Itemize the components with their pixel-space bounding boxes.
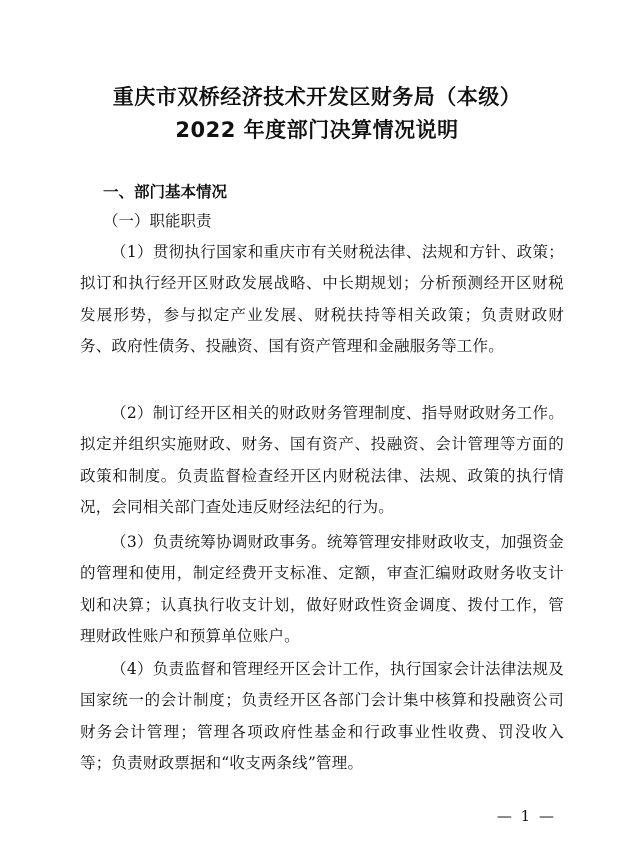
section-heading-basic-info: 一、部门基本情况: [103, 183, 228, 201]
subsection-heading-duties: （一）职能职责: [103, 212, 212, 230]
duty-paragraph-1: （1）贯彻执行国家和重庆市有关财税法律、法规和方针、政策；拟订和执行经开区财政发展战略、中长期规划；分析预测经开区财税发展形势，参与拟定产业发展、财税扶持等相关政策；负责财政财务、政府性债务、投融资、国有资产管理和金融服务等工作。: [80, 243, 564, 356]
document-title-line-2: 2022 年度部门决算情况说明: [175, 118, 459, 142]
duty-paragraph-3: （3）负责统筹协调财政事务。统筹管理安排财政收支，加强资金的管理和使用，制定经费开支标准、定额，审查汇编财政财务收支计划和决算；认真执行收支计划，做好财政性资金调度、拨付工作，管理财政性账户和预算单位账户。: [80, 533, 564, 646]
page-number: — 1 —: [496, 807, 556, 825]
duty-paragraph-4: （4）负责监督和管理经开区会计工作，执行国家会计法律法规及国家统一的会计制度；负责经开区各部门会计集中核算和投融资公司财务会计管理；管理各项政府性基金和行政事业性收费、罚没收入等；负责财政票据和“收支两条线”管理。: [80, 660, 564, 773]
duty-paragraph-2: （2）制订经开区相关的财政财务管理制度、指导财政财务工作。拟定并组织实施财政、财务、国有资产、投融资、会计管理等方面的政策和制度。负责监督检查经开区内财税法律、法规、政策的执行情况，会同相关部门查处违反财经法纪的行为。: [80, 404, 564, 517]
document-title-line-1: 重庆市双桥经济技术开发区财务局（本级）: [112, 85, 522, 109]
